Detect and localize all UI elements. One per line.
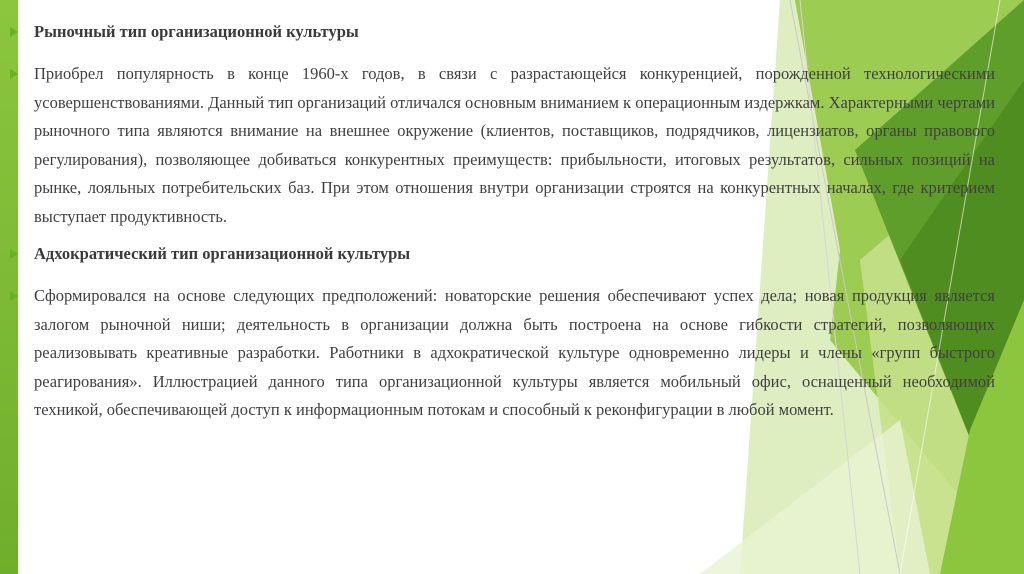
slide-content xyxy=(10,14,995,425)
triangle-bullet-icon xyxy=(10,27,18,37)
heading-adhocracy-text: Адхократический тип организационной культуры xyxy=(34,244,411,263)
paragraph-market xyxy=(10,60,995,231)
heading-market-text: Рыночный тип организационной культуры xyxy=(34,22,359,41)
paragraph-market-text: Приобрел популярность в конце 1960-х годов, в связи с разрастающейся конкуренцией, порожденной технологическими усовершенствованиями. Данный тип организаций отличался основным вниманием к операционным издержкам. Характерными чертами рыночного типа являются внимание на внешнее окружение (клиентов, поставщиков, подрядчиков, лицензиатов, органы правового регулирования), позволяющее добиваться конкурентных преимуществ: прибыльности, итоговых результатов, сильных позиций на рынке, лояльных потребительских баз. При этом отношения внутри организации строятся на конкурентных началах, где критерием выступает продуктивность. xyxy=(34,64,995,226)
section-heading-adhocracy xyxy=(10,242,995,266)
triangle-bullet-icon xyxy=(10,249,18,259)
section-heading-market xyxy=(10,20,995,44)
paragraph-adhocracy-text: Сформировался на основе следующих предположений: новаторские решения обеспечивают успех дела; новая продукция является залогом рыночной ниши; деятельность в организации должна быть построена на основе гибкости стратегий, позволяющих реализовывать креативные разработки. Работники в адхократической культуре одновременно лидеры и члены «групп быстрого реагирования». Иллюстрацией данного типа организационной культуры является мобильный офис, оснащенный необходимой техникой, обеспечивающей доступ к информационным потокам и способный к реконфигурации в любой момент. xyxy=(34,286,995,419)
paragraph-adhocracy xyxy=(10,282,995,425)
triangle-bullet-icon xyxy=(10,291,18,301)
triangle-bullet-icon xyxy=(10,69,18,79)
